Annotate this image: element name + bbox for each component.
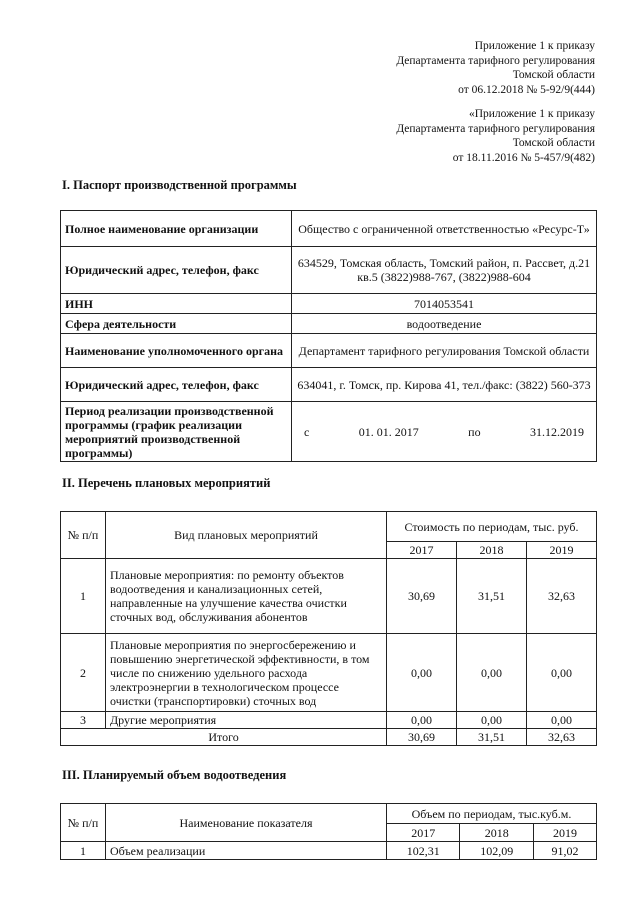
cost-2019: 0,00 bbox=[526, 634, 596, 712]
order-reference-current bbox=[396, 39, 595, 97]
year-header: 2017 bbox=[387, 824, 460, 842]
table-row bbox=[61, 402, 597, 462]
cost-2019: 0,00 bbox=[526, 712, 596, 729]
col-header-cost: Стоимость по периодам, тыс. руб. bbox=[387, 512, 597, 542]
row-value: 7014053541 bbox=[292, 294, 597, 314]
period-from-word: с bbox=[304, 424, 310, 439]
cost-2017: 0,00 bbox=[387, 634, 457, 712]
header-line: Департамента тарифного регулирования bbox=[396, 122, 595, 135]
col-header-num: № п/п bbox=[61, 512, 106, 559]
total-label: Итого bbox=[61, 729, 387, 746]
section-title-measures: II. Перечень плановых мероприятий bbox=[62, 476, 271, 490]
header-line: от 06.12.2018 № 5-92/9(444) bbox=[458, 83, 595, 96]
table-row bbox=[61, 294, 597, 314]
row-num: 3 bbox=[61, 712, 106, 729]
row-value: Департамент тарифного регулирования Томской области bbox=[292, 334, 597, 368]
row-label: Сфера деятельности bbox=[61, 314, 292, 334]
volume-2018: 102,09 bbox=[460, 842, 533, 860]
row-label: Период реализации производственной программы (график реализации мероприятий производственной программы) bbox=[61, 402, 292, 462]
period-value bbox=[292, 402, 597, 462]
row-value: 634529, Томская область, Томский район, п. Рассвет, д.21 кв.5 (3822)988-767, (3822)988-604 bbox=[292, 247, 597, 294]
header-line: Департамента тарифного регулирования bbox=[396, 54, 595, 67]
row-num: 1 bbox=[61, 559, 106, 634]
table-row bbox=[61, 512, 597, 542]
cost-2019: 32,63 bbox=[526, 559, 596, 634]
header-line: Томской области bbox=[512, 137, 595, 149]
table-row bbox=[61, 314, 597, 334]
row-name: Плановые мероприятия по энергосбережению и повышению энергетической эффективности, в том числе по снижению удельного расхода электроэнергии в технологическом процессе очистки (транспортировки) сточных вод bbox=[106, 634, 387, 712]
table-row bbox=[61, 247, 597, 294]
row-value: водоотведение bbox=[292, 314, 597, 334]
header-line: «Приложение 1 к приказу bbox=[468, 108, 595, 120]
col-header-volume: Объем по периодам, тыс.куб.м. bbox=[387, 804, 597, 824]
table-row bbox=[61, 334, 597, 368]
year-header: 2019 bbox=[533, 824, 596, 842]
volume-2019: 91,02 bbox=[533, 842, 596, 860]
table-row bbox=[61, 559, 597, 634]
cost-2018: 31,51 bbox=[456, 559, 526, 634]
period-to: 31.12.2019 bbox=[529, 424, 584, 439]
row-value: Общество с ограниченной ответственностью «Ресурс-Т» bbox=[292, 211, 597, 247]
period-to-word: по bbox=[468, 424, 481, 439]
header-line: Приложение 1 к приказу bbox=[474, 40, 595, 52]
table-row bbox=[61, 211, 597, 247]
header-line: от 18.11.2016 № 5-457/9(482) bbox=[452, 151, 595, 164]
cost-2017: 0,00 bbox=[387, 712, 457, 729]
table-row bbox=[61, 804, 597, 824]
year-header: 2017 bbox=[387, 542, 457, 559]
col-header-name: Наименование показателя bbox=[106, 804, 387, 842]
total-2018: 31,51 bbox=[456, 729, 526, 746]
section-title-passport: I. Паспорт производственной программы bbox=[62, 178, 297, 192]
order-reference-original bbox=[396, 107, 595, 165]
row-num: 1 bbox=[61, 842, 106, 860]
year-header: 2018 bbox=[456, 542, 526, 559]
total-2019: 32,63 bbox=[526, 729, 596, 746]
row-name: Объем реализации bbox=[106, 842, 387, 860]
col-header-name: Вид плановых мероприятий bbox=[106, 512, 387, 559]
year-header: 2018 bbox=[460, 824, 533, 842]
row-label: Юридический адрес, телефон, факс bbox=[61, 247, 292, 294]
col-header-num: № п/п bbox=[61, 804, 106, 842]
row-name: Другие мероприятия bbox=[106, 712, 387, 729]
table-row bbox=[61, 368, 597, 402]
row-name: Плановые мероприятия: по ремонту объектов водоотведения и канализационных сетей, направленные на улучшение качества очистки сточных вод, обслуживания абонентов bbox=[106, 559, 387, 634]
section-title-volume: III. Планируемый объем водоотведения bbox=[62, 768, 287, 782]
period-from: 01. 01. 2017 bbox=[358, 424, 419, 439]
row-label: ИНН bbox=[61, 294, 292, 314]
measures-table bbox=[60, 511, 597, 746]
row-label: Юридический адрес, телефон, факс bbox=[61, 368, 292, 402]
year-header: 2019 bbox=[526, 542, 596, 559]
volume-2017: 102,31 bbox=[387, 842, 460, 860]
table-row bbox=[61, 634, 597, 712]
row-num: 2 bbox=[61, 634, 106, 712]
header-line: Томской области bbox=[512, 69, 595, 81]
cost-2017: 30,69 bbox=[387, 559, 457, 634]
row-label: Полное наименование организации bbox=[61, 211, 292, 247]
passport-table bbox=[60, 210, 597, 462]
table-row bbox=[61, 842, 597, 860]
volume-table bbox=[60, 803, 597, 860]
cost-2018: 0,00 bbox=[456, 634, 526, 712]
row-label: Наименование уполномоченного органа bbox=[61, 334, 292, 368]
total-2017: 30,69 bbox=[387, 729, 457, 746]
total-row bbox=[61, 729, 597, 746]
row-value: 634041, г. Томск, пр. Кирова 41, тел./факс: (3822) 560-373 bbox=[292, 368, 597, 402]
cost-2018: 0,00 bbox=[456, 712, 526, 729]
table-row bbox=[61, 712, 597, 729]
